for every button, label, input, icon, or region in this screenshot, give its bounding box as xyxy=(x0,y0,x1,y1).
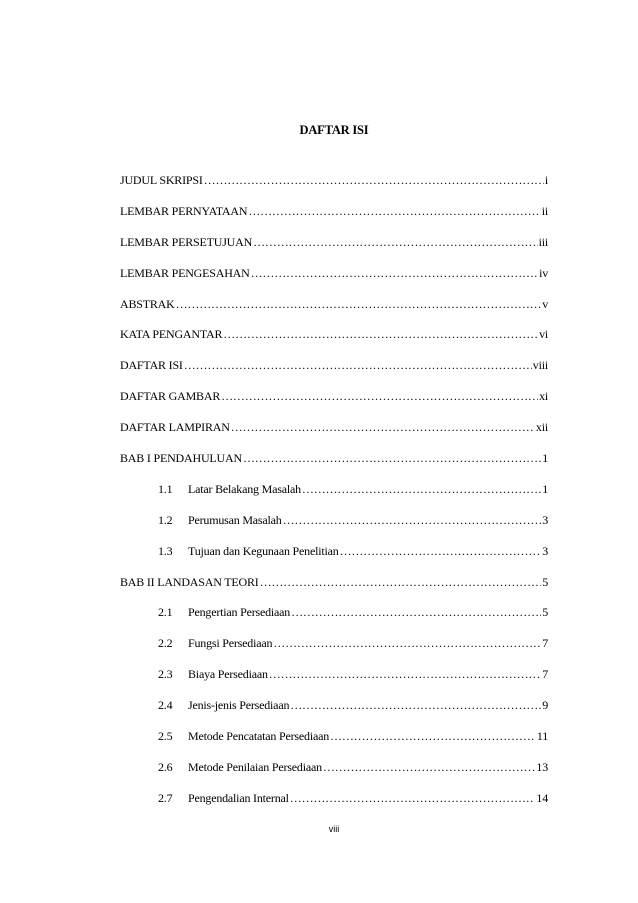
dot-leader xyxy=(243,443,541,474)
toc-entry-label: Metode Pencatatan Persediaan xyxy=(188,729,330,744)
toc-page-number: 7 xyxy=(542,636,548,651)
dot-leader xyxy=(340,536,542,567)
toc-entry-label: LEMBAR PENGESAHAN xyxy=(120,265,250,280)
toc-subsection-entry xyxy=(120,690,548,721)
toc-page-number: 3 xyxy=(542,512,548,527)
toc-section-number: 2.6 xyxy=(158,759,173,774)
toc-section-number: 1.2 xyxy=(158,512,173,527)
dot-leader xyxy=(176,289,542,320)
toc-entry-label: BAB II LANDASAN TEORI xyxy=(120,574,259,589)
toc-entry-label: Metode Penilaian Persediaan xyxy=(188,759,322,774)
toc-entry xyxy=(120,165,548,196)
toc-page-number: vi xyxy=(539,327,548,342)
toc-page-number: xii xyxy=(535,420,548,435)
dot-leader xyxy=(290,690,541,721)
dot-leader xyxy=(302,474,541,505)
toc-entry xyxy=(120,319,548,350)
toc-subsection-entry xyxy=(120,474,548,505)
toc-entry xyxy=(120,258,548,289)
toc-entry-label: KATA PENGANTAR xyxy=(120,327,223,342)
toc-subsection-entry xyxy=(120,505,548,536)
toc-subsection-entry xyxy=(120,628,548,659)
toc-page-number: viii xyxy=(532,358,548,373)
toc-page-number: 7 xyxy=(542,667,548,682)
toc-entry-label: DAFTAR LAMPIRAN xyxy=(120,420,230,435)
dot-leader xyxy=(184,350,532,381)
toc-entry xyxy=(120,381,548,412)
toc-subsection-entry xyxy=(120,721,548,752)
toc-section-number: 1.3 xyxy=(158,543,173,558)
toc-entry xyxy=(120,196,548,227)
toc-section-number: 2.2 xyxy=(158,636,173,651)
toc-page-number: i xyxy=(544,173,548,187)
toc-section-number: 2.5 xyxy=(158,729,173,744)
dot-leader xyxy=(260,567,542,598)
toc-entry xyxy=(120,289,548,320)
toc-section-number: 2.1 xyxy=(158,605,173,620)
toc-page-number: 3 xyxy=(542,543,548,558)
toc-entry-label: DAFTAR GAMBAR xyxy=(120,389,221,404)
toc-entry-label: LEMBAR PERSETUJUAN xyxy=(120,234,253,249)
toc-page-number: 5 xyxy=(542,574,548,589)
toc-subsection-entry xyxy=(120,536,548,567)
dot-leader xyxy=(330,721,536,752)
dot-leader xyxy=(223,319,538,350)
toc-section-number: 2.3 xyxy=(158,667,173,682)
toc-entry-label: Perumusan Masalah xyxy=(188,512,282,527)
toc-subsection-entry xyxy=(120,752,548,783)
toc-entry-label: ABSTRAK xyxy=(120,296,175,311)
toc-subsection-entry xyxy=(120,597,548,628)
toc-page-number: 1 xyxy=(542,481,548,496)
toc-page-number: 1 xyxy=(542,451,548,466)
toc-section-number: 2.4 xyxy=(158,698,173,713)
toc-page-number: iii xyxy=(538,234,548,249)
toc-section-number: 2.7 xyxy=(158,790,173,805)
toc-entry-label: BAB I PENDAHULUAN xyxy=(120,451,242,466)
toc-entry-label: Latar Belakang Masalah xyxy=(188,481,301,496)
dot-leader xyxy=(273,628,541,659)
footer-page-number: viii xyxy=(328,824,340,834)
dot-leader xyxy=(253,227,538,258)
toc-page-number: ii xyxy=(541,203,548,218)
dot-leader xyxy=(290,783,536,814)
dot-leader xyxy=(283,505,542,536)
toc-subsection-entry xyxy=(120,783,548,814)
toc-entry xyxy=(120,443,548,474)
toc-page-number: iv xyxy=(539,265,548,280)
toc-page-number: v xyxy=(542,296,548,311)
dot-leader xyxy=(231,412,535,443)
toc-entry xyxy=(120,412,548,443)
toc-entry-label: Biaya Persediaan xyxy=(188,667,268,682)
toc-entry-label: DAFTAR ISI xyxy=(120,358,183,373)
toc-page-number: 13 xyxy=(536,759,548,774)
dot-leader xyxy=(291,597,541,628)
toc-entry-label: Pengendalian Internal xyxy=(188,790,289,805)
dot-leader xyxy=(221,381,538,412)
toc-entry-label: LEMBAR PERNYATAAN xyxy=(120,203,248,218)
table-of-contents xyxy=(120,165,548,814)
dot-leader xyxy=(323,752,536,783)
page-title: DAFTAR ISI xyxy=(299,123,369,137)
toc-subsection-entry xyxy=(120,659,548,690)
toc-entry-label: Jenis-jenis Persediaan xyxy=(188,698,290,713)
toc-page-number: 11 xyxy=(536,729,548,744)
dot-leader xyxy=(251,258,538,289)
toc-entry xyxy=(120,227,548,258)
toc-section-number: 1.1 xyxy=(158,481,173,496)
toc-entry-label: Pengertian Persediaan xyxy=(188,605,291,620)
dot-leader xyxy=(248,196,540,227)
toc-page-number: 14 xyxy=(536,790,548,805)
toc-page-number: xi xyxy=(539,389,548,404)
toc-entry xyxy=(120,567,548,598)
toc-entry xyxy=(120,350,548,381)
dot-leader xyxy=(269,659,541,690)
toc-entry-label: JUDUL SKRIPSI xyxy=(120,173,203,187)
toc-page-number: 5 xyxy=(542,605,548,620)
dot-leader xyxy=(204,165,544,196)
toc-entry-label: Fungsi Persediaan xyxy=(188,636,273,651)
toc-page-number: 9 xyxy=(542,698,548,713)
toc-entry-label: Tujuan dan Kegunaan Penelitian xyxy=(188,543,339,558)
